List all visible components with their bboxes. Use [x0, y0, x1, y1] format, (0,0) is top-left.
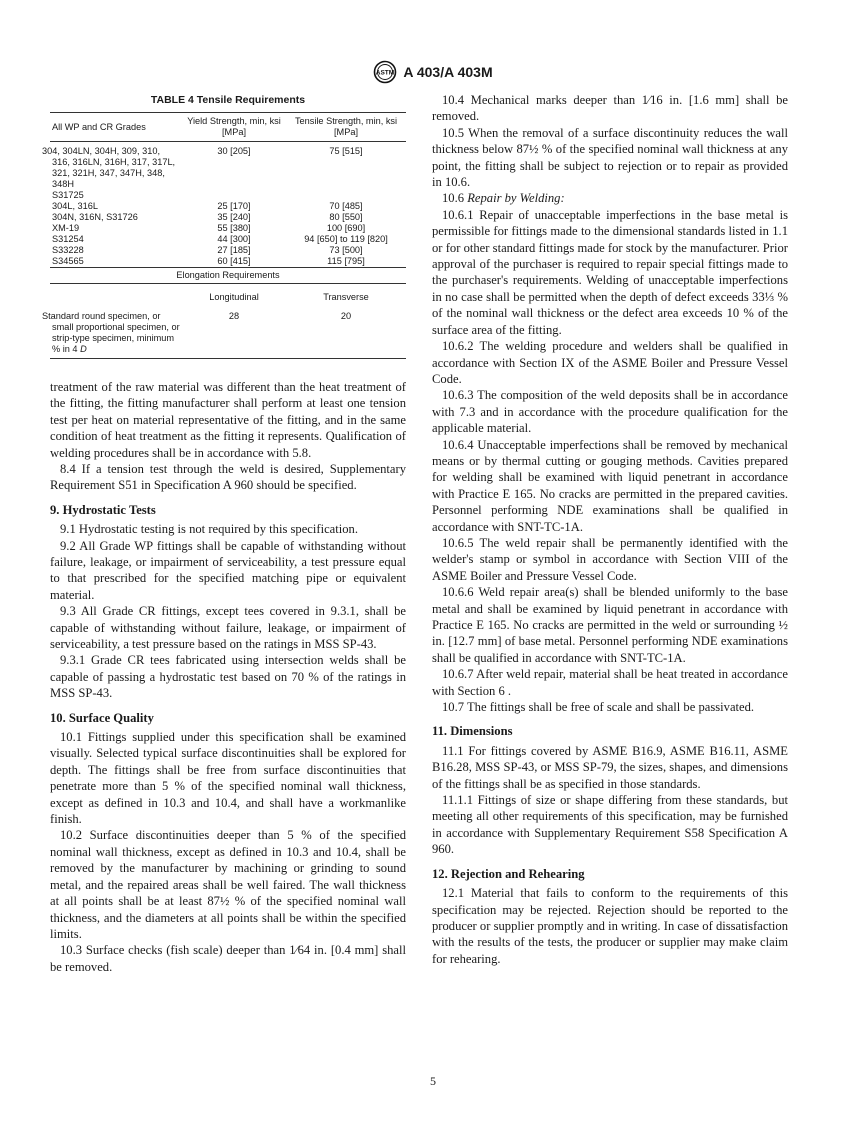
- elongation-header-row: [50, 267, 406, 283]
- paragraph-8-4: 8.4 If a tension test through the weld is desired, Supplementary Requirement S51 in Specification A 960 should be specified.: [50, 461, 406, 493]
- tensile-cell: 94 [650] to 119 [820]: [304, 233, 388, 244]
- paragraph-12-1: 12.1 Material that fails to conform to the requirements of this specification may be rejected. Rejection should be reported to the producer or supplier promptly and in writing. In case of dissatisfaction with the results of the tests, the producer or supplier may make claim for rehearing.: [432, 886, 788, 966]
- elongation-row: [50, 311, 406, 359]
- paragraph-10-3: 10.3 Surface checks (fish scale) deeper than 1⁄64 in. [0.4 mm] shall be removed.: [50, 943, 406, 974]
- paragraph-10-5: 10.5 When the removal of a surface discontinuity reduces the wall thickness below 87½ % of the specified nominal wall thickness at any point, the fitting shall be subject to rejection or to repair as provided in 10.6.: [432, 125, 788, 190]
- paragraph-10-6-1: 10.6.1 Repair of unacceptable imperfections in the base metal is permissible for fittings made to the dimensional standards listed in 1.1 or for other standard fittings made for stock by the manufacturer. Prior approval of the purchaser is required to repair special fittings made to the purchaser's requirements. Welding of unacceptable imperfections in no case shall be permitted when the depth of defect exceeds 33⅓ % of the nominal wall thickness or the defect area exceeds 10 % of the surface area of the fitting.: [432, 207, 788, 337]
- tensile-cell: 70 [485]: [329, 200, 363, 211]
- paragraph-10-1: 10.1 Fittings supplied under this specification shall be examined visually. Selected typical surface discontinuities shall be explored for depth. The fittings shall be free from surface discontinuities that penetrate more than 5 % of the specified nominal wall thickness, except as defined in 10.3 and 10.4, and shall have a workmanlike finish.: [50, 730, 406, 827]
- paragraph-10-6-2: 10.6.2 The welding procedure and welders shall be qualified in accordance with Section IX of the ASME Boiler and Pressure Vessel Code.: [432, 339, 788, 386]
- yield-cell: 25 [170]: [217, 200, 251, 211]
- table-header-row: [50, 113, 406, 142]
- grade-cell: 304L, 316L: [52, 200, 98, 211]
- table-row: [50, 212, 406, 223]
- tensile-cell: [286, 190, 406, 201]
- table-row: [50, 245, 406, 256]
- elongation-label: Standard round specimen, or small proportional specimen, or strip-type specimen, minimum % in 4 D: [50, 311, 182, 359]
- tensile-cell: 73 [500]: [329, 244, 363, 255]
- col-header-grade: All WP and CR Grades: [50, 113, 182, 142]
- col-header-yield: Yield Strength, min, ksi [MPa]: [182, 113, 286, 142]
- document-designation: A 403/A 403M: [403, 64, 493, 80]
- col-header-tensile: Tensile Strength, min, ksi [MPa]: [286, 113, 406, 142]
- paragraph-10-6-5: 10.6.5 The weld repair shall be permanently identified with the welder's stamp or symbol in accordance with Section VIII of the ASME Boiler and Pressure Vessel Code.: [432, 535, 788, 583]
- elongation-header: Elongation Requirements: [50, 267, 406, 283]
- grade-cell: 304N, 316N, S31726: [52, 211, 138, 222]
- table-row: [50, 146, 406, 190]
- grade-cell: XM-19: [52, 222, 80, 233]
- table-row: [50, 190, 406, 201]
- tensile-cell: 75 [515]: [329, 145, 363, 156]
- section-heading-12: 12. Rejection and Rehearing: [432, 866, 585, 881]
- transverse-cell: 20: [286, 311, 406, 359]
- col-header-longitudinal: Longitudinal: [209, 291, 259, 302]
- yield-cell: 27 [185]: [217, 244, 251, 255]
- left-column: [42, 92, 406, 975]
- yield-cell: 44 [300]: [217, 233, 251, 244]
- paragraph-10-6-6: 10.6.6 Weld repair area(s) shall be blended uniformly to the base metal and shall be examined by liquid penetrant in accordance with Practice E 165. No cracks are permitted in the weld or surrounding ½ in. [12.7 mm] of base metal. Personnel performing NDE examinations shall be qualified in accordance with SNT-TC-1A.: [432, 585, 788, 665]
- paragraph-10-4: 10.4 Mechanical marks deeper than 1⁄16 in. [1.6 mm] shall be removed.: [432, 93, 788, 124]
- table-title: TABLE 4 Tensile Requirements: [150, 94, 306, 106]
- page-number: 5: [430, 1074, 436, 1088]
- section-heading-11: 11. Dimensions: [432, 724, 513, 739]
- section-heading-9: 9. Hydrostatic Tests: [50, 502, 156, 517]
- paragraph-10-7: 10.7 The fittings shall be free of scale and shall be passivated.: [442, 700, 755, 715]
- paragraph-continuation: treatment of the raw material was different than the heat treatment of the fitting, the fitting manufacturer shall perform at least one tension test per heat on material representative of the fitting, and in the same condition of heat treatment as the fitting it represents. Qualification of welding procedures shall be in accordance with 5.8.: [50, 379, 406, 460]
- paragraph-9-1: 9.1 Hydrostatic testing is not required by this specification.: [60, 522, 358, 537]
- table-row: [50, 234, 406, 245]
- tensile-cell: 115 [795]: [327, 255, 365, 266]
- table-row: [50, 223, 406, 234]
- grade-cell: S33228: [52, 244, 84, 255]
- paragraph-10-6-4: 10.6.4 Unacceptable imperfections shall be removed by mechanical means or by thermal cutting or gouging methods. Cavities prepared for welding shall be examined with liquid penetrant in accordance with Practice E 165. No cracks are permitted in the prepared cavities. Personnel performing NDE examinations shall be qualified in accordance with SNT-TC-1A.: [432, 437, 788, 534]
- grade-cell: S31725: [52, 189, 84, 200]
- right-column: [432, 92, 788, 967]
- grade-cell: 304, 304LN, 304H, 309, 310, 316, 316LN, 316H, 317, 317L, 321, 321H, 347, 347H, 348, 348H: [42, 145, 176, 189]
- paragraph-10-6-3: 10.6.3 The composition of the weld deposits shall be in accordance with 7.3 and in accordance with the procedure qualification for the applicable material.: [432, 388, 788, 436]
- page-header: [0, 60, 866, 84]
- paragraph-11-1-1: 11.1.1 Fittings of size or shape differing from these standards, but meeting all other requirements of this specification, may be furnished in accordance with Supplementary Requirement S58 Specification A 960.: [432, 793, 788, 857]
- astm-logo-icon: [373, 60, 397, 84]
- table-row: [50, 256, 406, 268]
- grade-cell: S31254: [52, 233, 84, 244]
- paragraph-9-3-1: 9.3.1 Grade CR tees fabricated using intersection welds shall be capable of passing a hydrostatic test based on 70 % of the ratings in MSS SP-43.: [50, 653, 406, 701]
- paragraph-10-6-7: 10.6.7 After weld repair, material shall be heat treated in accordance with Section 6 .: [432, 667, 788, 698]
- col-header-transverse: Transverse: [323, 291, 369, 302]
- grade-cell: S34565: [52, 255, 84, 266]
- yield-cell: 55 [380]: [217, 222, 251, 233]
- yield-cell: 60 [415]: [217, 255, 251, 266]
- paragraph-11-1: 11.1 For fittings covered by ASME B16.9, ASME B16.11, ASME B16.28, MSS SP-43, or MSS SP-79, the sizes, shapes, and dimensions of the fittings shall be as specified in those standards.: [432, 743, 788, 791]
- paragraph-10-2: 10.2 Surface discontinuities deeper than 5 % of the specified nominal wall thickness, except as defined in 10.3 and 10.4, shall be removed by the manufacturer by machining or grinding to sound metal, and the repaired areas shall be well faired. The wall thickness at all points shall be at least 87½ % of the specified nominal wall thickness, and the diameters at all points shall be within the specified limits.: [50, 828, 406, 941]
- yield-cell: 30 [205]: [217, 145, 251, 156]
- tensile-cell: 80 [550]: [329, 211, 363, 222]
- section-heading-10: 10. Surface Quality: [50, 710, 154, 725]
- elongation-cols-row: [50, 292, 406, 303]
- yield-cell: [182, 190, 286, 201]
- svg-text:ASTM: ASTM: [376, 69, 395, 77]
- table-row: [50, 283, 406, 292]
- paragraph-9-2: 9.2 All Grade WP fittings shall be capable of withstanding without failure, leakage, or impairment of serviceability, a test pressure equal to that prescribed for the specified matching pipe or equivalent material.: [50, 538, 406, 602]
- table-row: [50, 201, 406, 212]
- longitudinal-cell: 28: [182, 311, 286, 359]
- paragraph-10-6: 10.6 Repair by Welding:: [442, 191, 565, 206]
- paragraph-9-3: 9.3 All Grade CR fittings, except tees covered in 9.3.1, shall be capable of withstanding without failure, leakage, or impairment of serviceability, a test pressure based on the ratings in MSS SP-43.: [50, 604, 406, 651]
- yield-cell: 35 [240]: [217, 211, 251, 222]
- table-row: [50, 303, 406, 311]
- tensile-cell: 100 [690]: [326, 222, 366, 233]
- tensile-requirements-table: [42, 112, 406, 359]
